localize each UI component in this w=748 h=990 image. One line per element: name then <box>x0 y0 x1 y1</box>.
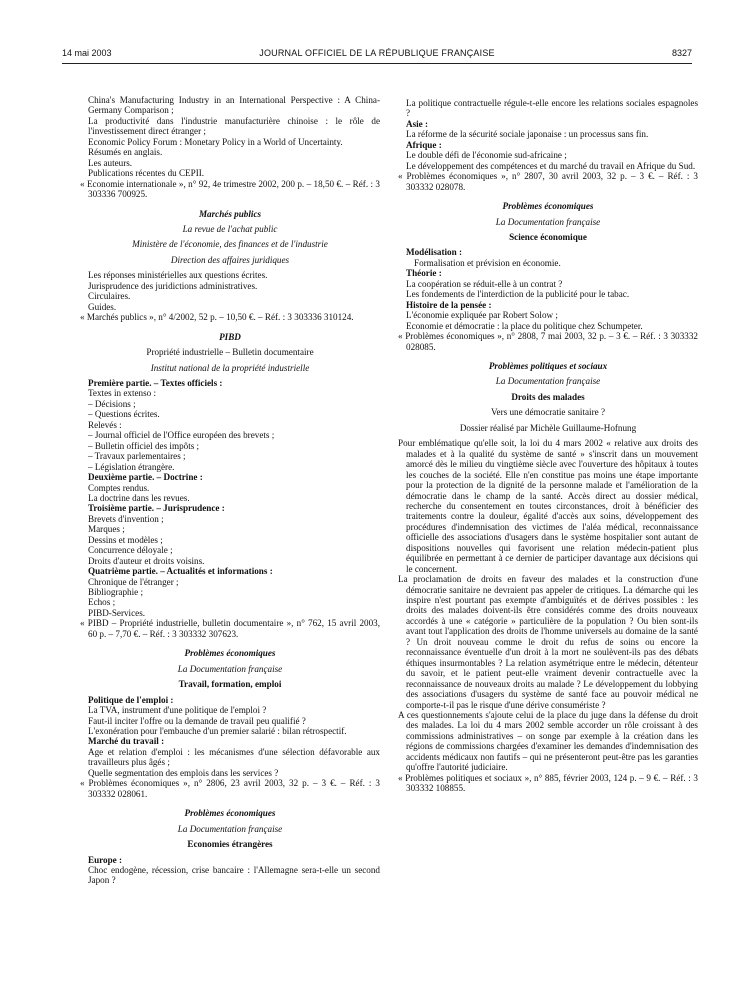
list-item: Brevets d'invention ; <box>88 513 164 524</box>
list-item: Marques ; <box>88 524 125 535</box>
part-heading: Afrique : <box>406 139 442 150</box>
section-heading: Problèmes politiques et sociaux <box>488 360 608 371</box>
part-heading: Quatrième partie. – Actualités et informations : <box>88 566 273 577</box>
list-item: La coopération se réduit-elle à un contrat ? <box>406 278 563 289</box>
list-item: – Bulletin officiel des impôts ; <box>88 440 200 451</box>
list-item: La politique contractuelle régule-t-elle encore les relations sociales espagnoles ? <box>406 98 698 119</box>
issue-date: 14 mai 2003 <box>62 48 112 58</box>
list-item: Economie et démocratie : la place du politique chez Schumpeter. <box>406 320 643 331</box>
list-item: Textes in extenso : <box>88 388 157 399</box>
list-item: Dessins et modèles ; <box>88 534 163 545</box>
page-header <box>62 48 692 62</box>
publisher-name: Ministère de l'économie, des finances et de l'industrie <box>132 239 328 250</box>
list-item: Relevés : <box>88 419 122 430</box>
list-item: Echos ; <box>88 597 116 608</box>
list-item: Résumés en anglais. <box>88 147 163 158</box>
list-item: La productivité dans l'industrie manufacturière chinoise : le rôle de l'investissement direct étranger ; <box>88 115 380 137</box>
list-item: Comptes rendus. <box>88 482 150 493</box>
list-item: La réforme de la sécurité sociale japonaise : un processus sans fin. <box>406 129 649 140</box>
list-item: Les réponses ministérielles aux questions écrites. <box>88 270 268 281</box>
part-heading: Europe : <box>88 854 123 865</box>
list-item: La TVA, instrument d'une politique de l'emploi ? <box>88 705 267 716</box>
dossier-title: Vers une démocratie sanitaire ? <box>490 407 605 418</box>
list-item: Quelle segmentation des emplois dans les services ? <box>88 767 279 778</box>
section-heading: Problèmes économiques <box>184 648 276 659</box>
part-heading: Asie : <box>406 118 429 129</box>
page-number: 8327 <box>671 48 692 58</box>
reference-line: « PIBD – Propriété industrielle, bulletin documentaire », n° 762, 15 avril 2003, 60 p. – 7,70 €. – Réf. : 3 303332 307623. <box>80 618 380 639</box>
issue-theme: Science économique <box>509 231 587 242</box>
list-item: – Questions écrites. <box>88 409 160 420</box>
publisher-name: La Documentation française <box>495 216 601 227</box>
publisher-name: La Documentation française <box>177 823 283 834</box>
dossier-author: Dossier réalisé par Michèle Guillaume-Hofnung <box>459 422 637 433</box>
list-item: Le double défi de l'économie sud-africaine ; <box>406 150 567 161</box>
reference-line: « Problèmes économiques », n° 2807, 30 avril 2003, 32 p. – 3 €. – Réf. : 3 303332 028078. <box>398 171 698 192</box>
publisher-name: La Documentation française <box>495 376 601 387</box>
list-item: Les auteurs. <box>88 157 133 168</box>
list-item: PIBD-Services. <box>88 607 146 618</box>
list-item: Choc endogène, récession, crise bancaire : l'Allemagne sera-t-elle un second Japon ? <box>88 865 380 886</box>
body-paragraph: Pour emblématique qu'elle soit, la loi du 4 mars 2002 « relative aux droits des malades et à la qualité du système de santé » s'inscrit dans un mouvement amorcé dès le milieu du vingtième siècle avec l'ouverture des hôpitaux à toutes les couches de la société. Elle n'en constitue pas moins une étape importante pour la protection de la dignité de la personne malade et l'amélioration de la démocratie dans le champ de la santé. Accès direct au dossier médical, recherche du consentement en toutes circonstances, droit à bénéficier des traitements contre la douleur, égalité d'accès aux soins, développement des procédures d'indemnisation des victimes de l'aléa médical, reconnaissance officielle des associations d'usagers dans le système hospitalier sont autant de dispositions nouvelles qui favorisent une relation médecin-patient plus équilibrée en permettant à ce dernier de participer davantage aux décisions qui le concernent. <box>398 438 698 574</box>
part-heading: Théorie : <box>406 268 442 279</box>
list-item: Guides. <box>88 301 117 312</box>
list-item: – Travaux parlementaires ; <box>88 451 186 462</box>
list-item: Bibliographie ; <box>88 587 143 598</box>
list-item: Les fondements de l'interdiction de la publicité pour le tabac. <box>406 289 630 300</box>
list-item: Chronique de l'étranger ; <box>88 576 179 587</box>
list-item: Concurrence déloyale ; <box>88 545 173 556</box>
reference-line: « Problèmes économiques », n° 2806, 23 avril 2003, 32 p. – 3 €. – Réf. : 3 303332 028061. <box>80 778 380 799</box>
section-heading: Marchés publics <box>198 208 262 219</box>
publication-subtitle: La revue de l'achat public <box>182 223 278 234</box>
list-item: China's Manufacturing Industry in an International Perspective : A China-Germany Comparison ; <box>88 95 380 116</box>
list-item: L'exonération pour l'embauche d'un premier salarié : bilan rétrospectif. <box>88 726 347 737</box>
reference-line: « Problèmes politiques et sociaux », n° 885, février 2003, 124 p. – 9 €. – Réf. : 3 303332 108855. <box>398 772 698 794</box>
part-heading: Politique de l'emploi : <box>88 694 174 705</box>
issue-theme: Travail, formation, emploi <box>178 679 282 690</box>
reference-line: « Marchés publics », n° 4/2002, 52 p. – 10,50 €. – Réf. : 3 303336 310124. <box>80 312 354 323</box>
body-paragraph: La proclamation de droits en faveur des malades et la construction d'une démocratie sanitaire ne devraient pas appeler de critiques. La démarche qui les inspire n'est pourtant pas exempte d'ambiguïtés et de dérives possibles : les droits des malades doivent-ils être considérés comme des droits nouveaux accordés à une « catégorie » particulière de la population ? Ou bien sont-ils avant tout l'application des droits de l'homme universels au domaine de la santé ? Un droit nouveau comme le droit du refus de soins ou encore la reconnaissance éventuelle d'un droit à la mort ne soulèvent-ils pas des débats éthiques insurmontables ? La relation asymétrique entre le médecin, détenteur du savoir, et le patient peut-elle vraiment devenir contractuelle avec la reconnaissance de nouveaux droits au malade ? Le développement du lobbying des associations d'usagers du système de santé face au pouvoir médical ne comporte-t-il pas le risque d'une dérive consumériste ? <box>398 574 698 710</box>
part-heading: Histoire de la pensée : <box>406 299 492 310</box>
list-item: Age et relation d'emploi : les mécanismes d'une sélection défavorable aux travailleurs plus âgés ; <box>88 746 380 768</box>
section-heading: Problèmes économiques <box>184 808 276 819</box>
section-heading: Problèmes économiques <box>502 201 594 212</box>
list-item: L'économie expliquée par Robert Solow ; <box>406 310 558 321</box>
body-paragraph: A ces questionnements s'ajoute celui de la place du juge dans la défense du droit des malades. La loi du 4 mars 2002 semble accorder un rôle croissant à des commissions administratives – on songe par exemple à la création dans les régions de commissions chargées d'examiner les demandes d'indemnisation des accidents médicaux non fautifs – qui ne présenteront peut-être pas les garanties qu'offre l'autorité judiciaire. <box>398 710 698 773</box>
list-item: Le développement des compétences et du marché du travail en Afrique du Sud. <box>406 160 696 171</box>
issue-theme: Droits des malades <box>511 391 585 402</box>
right-column <box>398 98 698 794</box>
reference-line: « Problèmes économiques », n° 2808, 7 mai 2003, 32 p. – 3 €. – Réf. : 3 303332 028085. <box>398 331 698 352</box>
section-heading: PIBD <box>219 331 241 342</box>
list-item: Droits d'auteur et droits voisins. <box>88 555 205 566</box>
list-item: Publications récentes du CEPII. <box>88 168 205 179</box>
issue-theme: Economies étrangères <box>187 839 273 850</box>
list-item: Faut-il inciter l'offre ou la demande de travail peu qualifié ? <box>88 715 306 726</box>
journal-title: JOURNAL OFFICIEL DE LA RÉPUBLIQUE FRANÇAISE <box>259 48 495 58</box>
list-item: Jurisprudence des juridictions administratives. <box>88 280 258 291</box>
reference-line: « Economie internationale », n° 92, 4e trimestre 2002, 200 p. – 18,50 €. – Réf. : 3 303336 700925. <box>80 178 380 200</box>
list-item: La doctrine dans les revues. <box>88 492 190 503</box>
list-item: Formalisation et prévision en économie. <box>414 257 561 268</box>
list-item: Economic Policy Forum : Monetary Policy in a World of Uncertainty. <box>88 136 343 147</box>
part-heading: Première partie. – Textes officiels : <box>88 377 223 388</box>
left-column <box>80 95 380 886</box>
publisher-division: Direction des affaires juridiques <box>170 254 290 265</box>
header-rule <box>62 63 692 64</box>
list-item: – Législation étrangère. <box>88 461 175 472</box>
list-item: – Journal officiel de l'Office européen des brevets ; <box>88 430 275 441</box>
publisher-name: La Documentation française <box>177 663 283 674</box>
publisher-name: Institut national de la propriété industrielle <box>150 362 310 373</box>
part-heading: Modélisation : <box>406 247 463 258</box>
publication-subtitle: Propriété industrielle – Bulletin documentaire <box>146 347 314 358</box>
list-item: Circulaires. <box>88 291 131 302</box>
part-heading: Troisième partie. – Jurisprudence : <box>88 503 225 514</box>
part-heading: Deuxième partie. – Doctrine : <box>88 472 203 483</box>
list-item: – Décisions ; <box>88 398 136 409</box>
part-heading: Marché du travail : <box>88 736 165 747</box>
